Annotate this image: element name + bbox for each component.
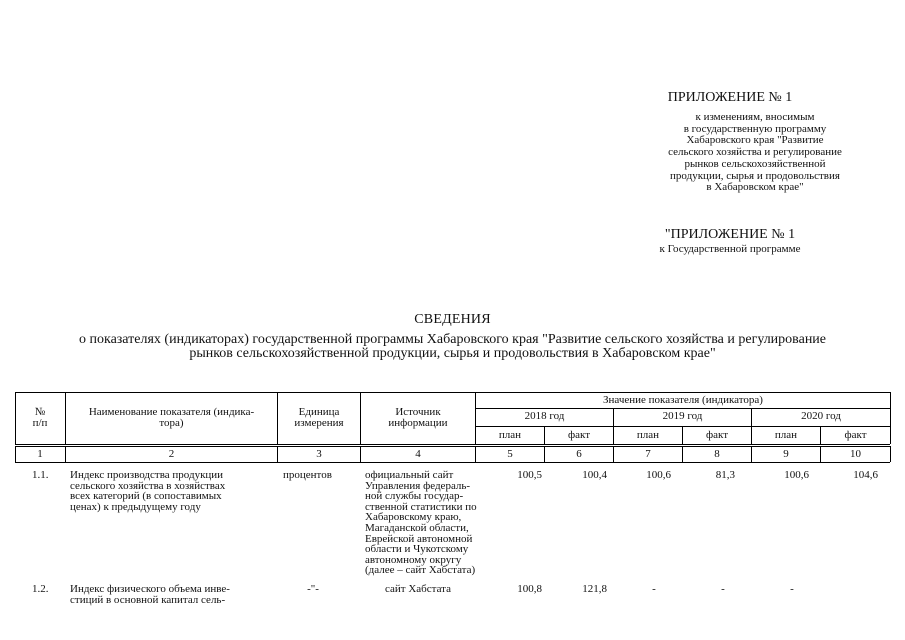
annex-subtitle-line: в Хабаровском крае": [706, 181, 804, 194]
header-year-2019: 2019 год: [662, 410, 703, 422]
row-num: 1.1.: [32, 469, 49, 481]
header-source-line: Источник: [395, 406, 441, 418]
value-2019-fact: 81,3: [715, 469, 735, 481]
table-rule: [15, 446, 890, 447]
header-unit-line: измерения: [294, 416, 344, 429]
value-2019-plan: 100,6: [646, 469, 671, 481]
value-2019-plan: -: [652, 583, 656, 595]
row-name-line: стиций в основной капитал сель-: [70, 593, 226, 606]
header-year-2018: 2018 год: [524, 410, 565, 422]
row-source-line: Еврейской автономной: [365, 532, 473, 545]
document-title: СВЕДЕНИЯ: [414, 312, 491, 327]
value-2020-plan: 100,6: [784, 469, 809, 481]
row-source-line: Магаданской области,: [365, 521, 469, 534]
row-unit: -"-: [307, 583, 319, 595]
header-plan: план: [498, 429, 522, 441]
header-year-2020: 2020 год: [801, 410, 841, 422]
table-rule: [475, 408, 890, 409]
value-2020-fact: 104,6: [853, 469, 878, 481]
header-num-line: №: [34, 406, 46, 418]
row-source-line: (далее – сайт Хабстата): [365, 564, 476, 577]
column-number: 8: [714, 448, 720, 460]
header-fact: факт: [705, 429, 729, 441]
row-source-line: Управления федераль-: [365, 479, 471, 492]
row-name-line: Индекс физического объема инве-: [70, 583, 230, 595]
header-source: [361, 407, 475, 428]
header-name-line: Наименование показателя (индика-: [88, 406, 255, 418]
column-number: 6: [576, 448, 582, 460]
column-number: 5: [507, 448, 513, 460]
row-unit: процентов: [283, 469, 332, 481]
annex-subtitle-line: в государственную программу: [683, 122, 827, 135]
row-name: [70, 470, 275, 512]
header-num-line: п/п: [32, 416, 48, 429]
annex-heading: ПРИЛОЖЕНИЕ № 1: [667, 90, 793, 105]
annex-subtitle-line: сельского хозяйства и регулирование: [668, 146, 842, 159]
header-plan: план: [774, 429, 798, 441]
value-2018-fact: 100,4: [582, 469, 607, 481]
row-source-line: области и Чукотскому: [365, 543, 469, 556]
row-name-line: всех категорий (в сопоставимых: [70, 490, 222, 503]
header-fact: факт: [567, 429, 591, 441]
program-annex-heading: "ПРИЛОЖЕНИЕ № 1: [664, 227, 796, 242]
annex-subtitle-line: рынков сельскохозяйственной: [684, 157, 826, 170]
value-2018-plan: 100,5: [517, 469, 542, 481]
column-number: 9: [783, 448, 789, 460]
annex-subtitle-line: к изменениям, вносимым: [695, 111, 815, 123]
column-number: 2: [168, 448, 175, 460]
header-unit-line: Единица: [298, 406, 340, 418]
column-number: 10: [850, 448, 861, 460]
header-fact: факт: [844, 429, 867, 441]
header-value-group: Значение показателя (индикатора): [603, 394, 763, 406]
table-rule: [15, 462, 890, 463]
column-number: 1: [37, 448, 43, 460]
table-rule: [15, 392, 890, 393]
row-source: [361, 584, 475, 595]
value-2020-plan: -: [790, 583, 794, 595]
column-number: 3: [316, 448, 322, 460]
header-num: [15, 407, 65, 428]
row-name-line: ценах) к предыдущему году: [70, 500, 201, 513]
header-unit: [278, 407, 360, 428]
program-annex-subtitle: к Государственной программе: [659, 243, 801, 255]
column-number: 4: [415, 448, 421, 460]
row-source-line: сайт Хабстата: [384, 583, 451, 595]
row-name: [70, 584, 275, 605]
table-rule: [890, 392, 891, 444]
header-name-line: тора): [159, 416, 184, 429]
document-subtitle-line: о показателях (индикаторах) государственной программы Хабаровского края "Развитие сельского хозяйства и регулирование: [78, 332, 827, 347]
row-source: [365, 470, 477, 576]
value-2018-plan: 100,8: [517, 583, 542, 595]
header-name: [66, 407, 277, 428]
header-source-line: информации: [388, 416, 448, 429]
annex-subtitle-line: Хабаровского края "Развитие: [686, 134, 824, 147]
row-source-line: ной службы государ-: [365, 490, 464, 503]
annex-subtitle-line: продукции, сырья и продовольствия: [670, 169, 840, 182]
row-name-line: сельского хозяйства в хозяйствах: [70, 479, 226, 492]
value-2018-fact: 121,8: [582, 583, 607, 595]
row-source-line: Хабаровскому краю,: [365, 511, 462, 524]
column-number: 7: [645, 448, 651, 460]
row-num: 1.2.: [32, 583, 49, 595]
row-source-line: автономному округу: [365, 553, 462, 566]
table-rule: [890, 446, 891, 462]
header-plan: план: [636, 429, 660, 441]
row-source-line: официальный сайт: [365, 469, 454, 481]
row-name-line: Индекс производства продукции: [70, 469, 224, 481]
row-source-line: ственной статистики по: [365, 500, 477, 513]
table-rule: [15, 444, 890, 445]
value-2019-fact: -: [721, 583, 725, 595]
document-subtitle-line: рынков сельскохозяйственной продукции, сырья и продовольствия в Хабаровском крае": [189, 345, 716, 361]
